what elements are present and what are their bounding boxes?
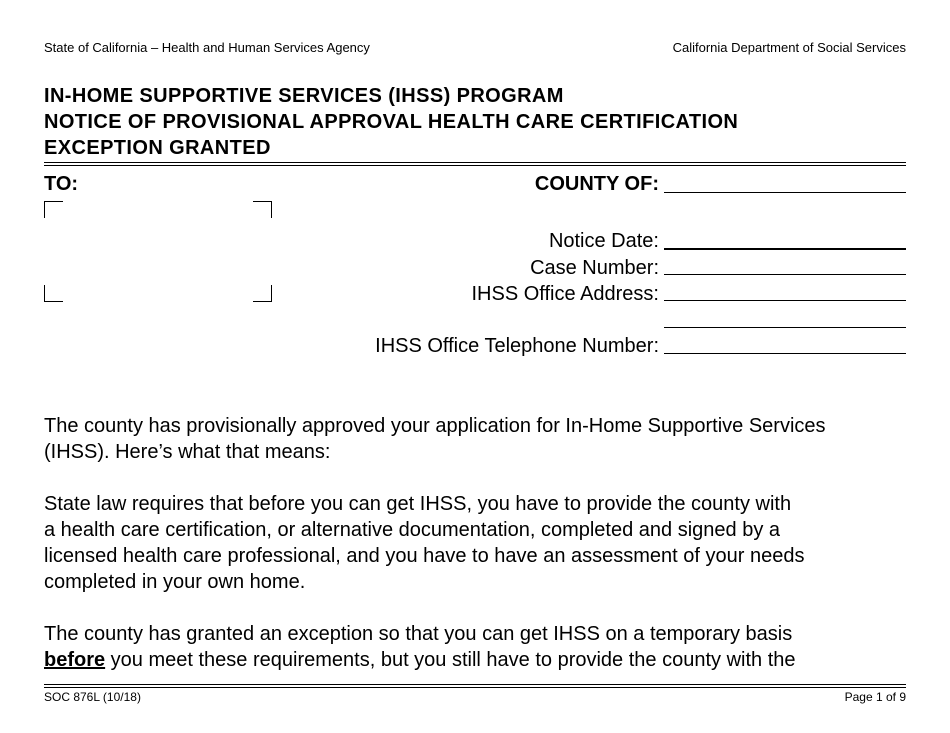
office-address-label: IHSS Office Address: <box>471 283 659 305</box>
footer-rule-top <box>44 684 906 685</box>
footer-rule-bottom <box>44 687 906 688</box>
title-line-1: IN-HOME SUPPORTIVE SERVICES (IHSS) PROGRAM <box>44 85 564 107</box>
paragraph-2-line-1: State law requires that before you can get IHSS, you have to provide the county with <box>44 493 792 515</box>
paragraph-2-line-4: completed in your own home. <box>44 571 306 593</box>
title-rule-bottom <box>44 165 906 166</box>
notice-date-label: Notice Date: <box>548 230 659 252</box>
paragraph-1-line-1: The county has provisionally approved your application for In-Home Supportive Services <box>44 415 826 437</box>
form-id: SOC 876L (10/18) <box>44 690 141 704</box>
paragraph-3-line-2-rest: you meet these requirements, but you still have to provide the county with the <box>105 649 796 671</box>
case-number-label: Case Number: <box>530 257 659 279</box>
title-line-3: EXCEPTION GRANTED <box>44 137 271 159</box>
address-corner-top-right <box>253 201 272 218</box>
address-corner-top-left <box>44 201 63 218</box>
to-label: TO: <box>44 173 79 195</box>
paragraph-2-line-2: a health care certification, or alternative documentation, completed and signed by a <box>44 519 780 541</box>
address-corner-bottom-right <box>253 285 272 302</box>
department-header: California Department of Social Services <box>672 40 906 55</box>
notice-date-field[interactable] <box>664 248 906 250</box>
office-address-field-line-1[interactable] <box>664 300 906 301</box>
paragraph-1-line-2: (IHSS). Here’s what that means: <box>44 441 331 463</box>
agency-header: State of California – Health and Human Services Agency <box>44 40 370 55</box>
paragraph-3-line-1: The county has granted an exception so that you can get IHSS on a temporary basis <box>44 623 793 645</box>
case-number-field[interactable] <box>664 274 906 275</box>
title-rule-top <box>44 162 906 163</box>
paragraph-3 <box>44 621 914 673</box>
office-phone-label: IHSS Office Telephone Number: <box>375 335 659 357</box>
county-of-label: COUNTY OF: <box>534 173 659 195</box>
title-line-2: NOTICE OF PROVISIONAL APPROVAL HEALTH CARE CERTIFICATION <box>44 111 739 133</box>
page-number: Page 1 of 9 <box>844 690 906 704</box>
office-address-field-line-2[interactable] <box>664 327 906 328</box>
county-of-field[interactable] <box>664 192 906 193</box>
paragraph-1 <box>44 413 914 465</box>
address-corner-bottom-left <box>44 285 63 302</box>
before-emphasis: before <box>44 649 106 671</box>
office-phone-field[interactable] <box>664 353 906 354</box>
paragraph-2-line-3: licensed health care professional, and you have to have an assessment of your needs <box>44 545 805 567</box>
paragraph-2 <box>44 491 914 595</box>
paragraph-3-line-2 <box>44 647 914 673</box>
